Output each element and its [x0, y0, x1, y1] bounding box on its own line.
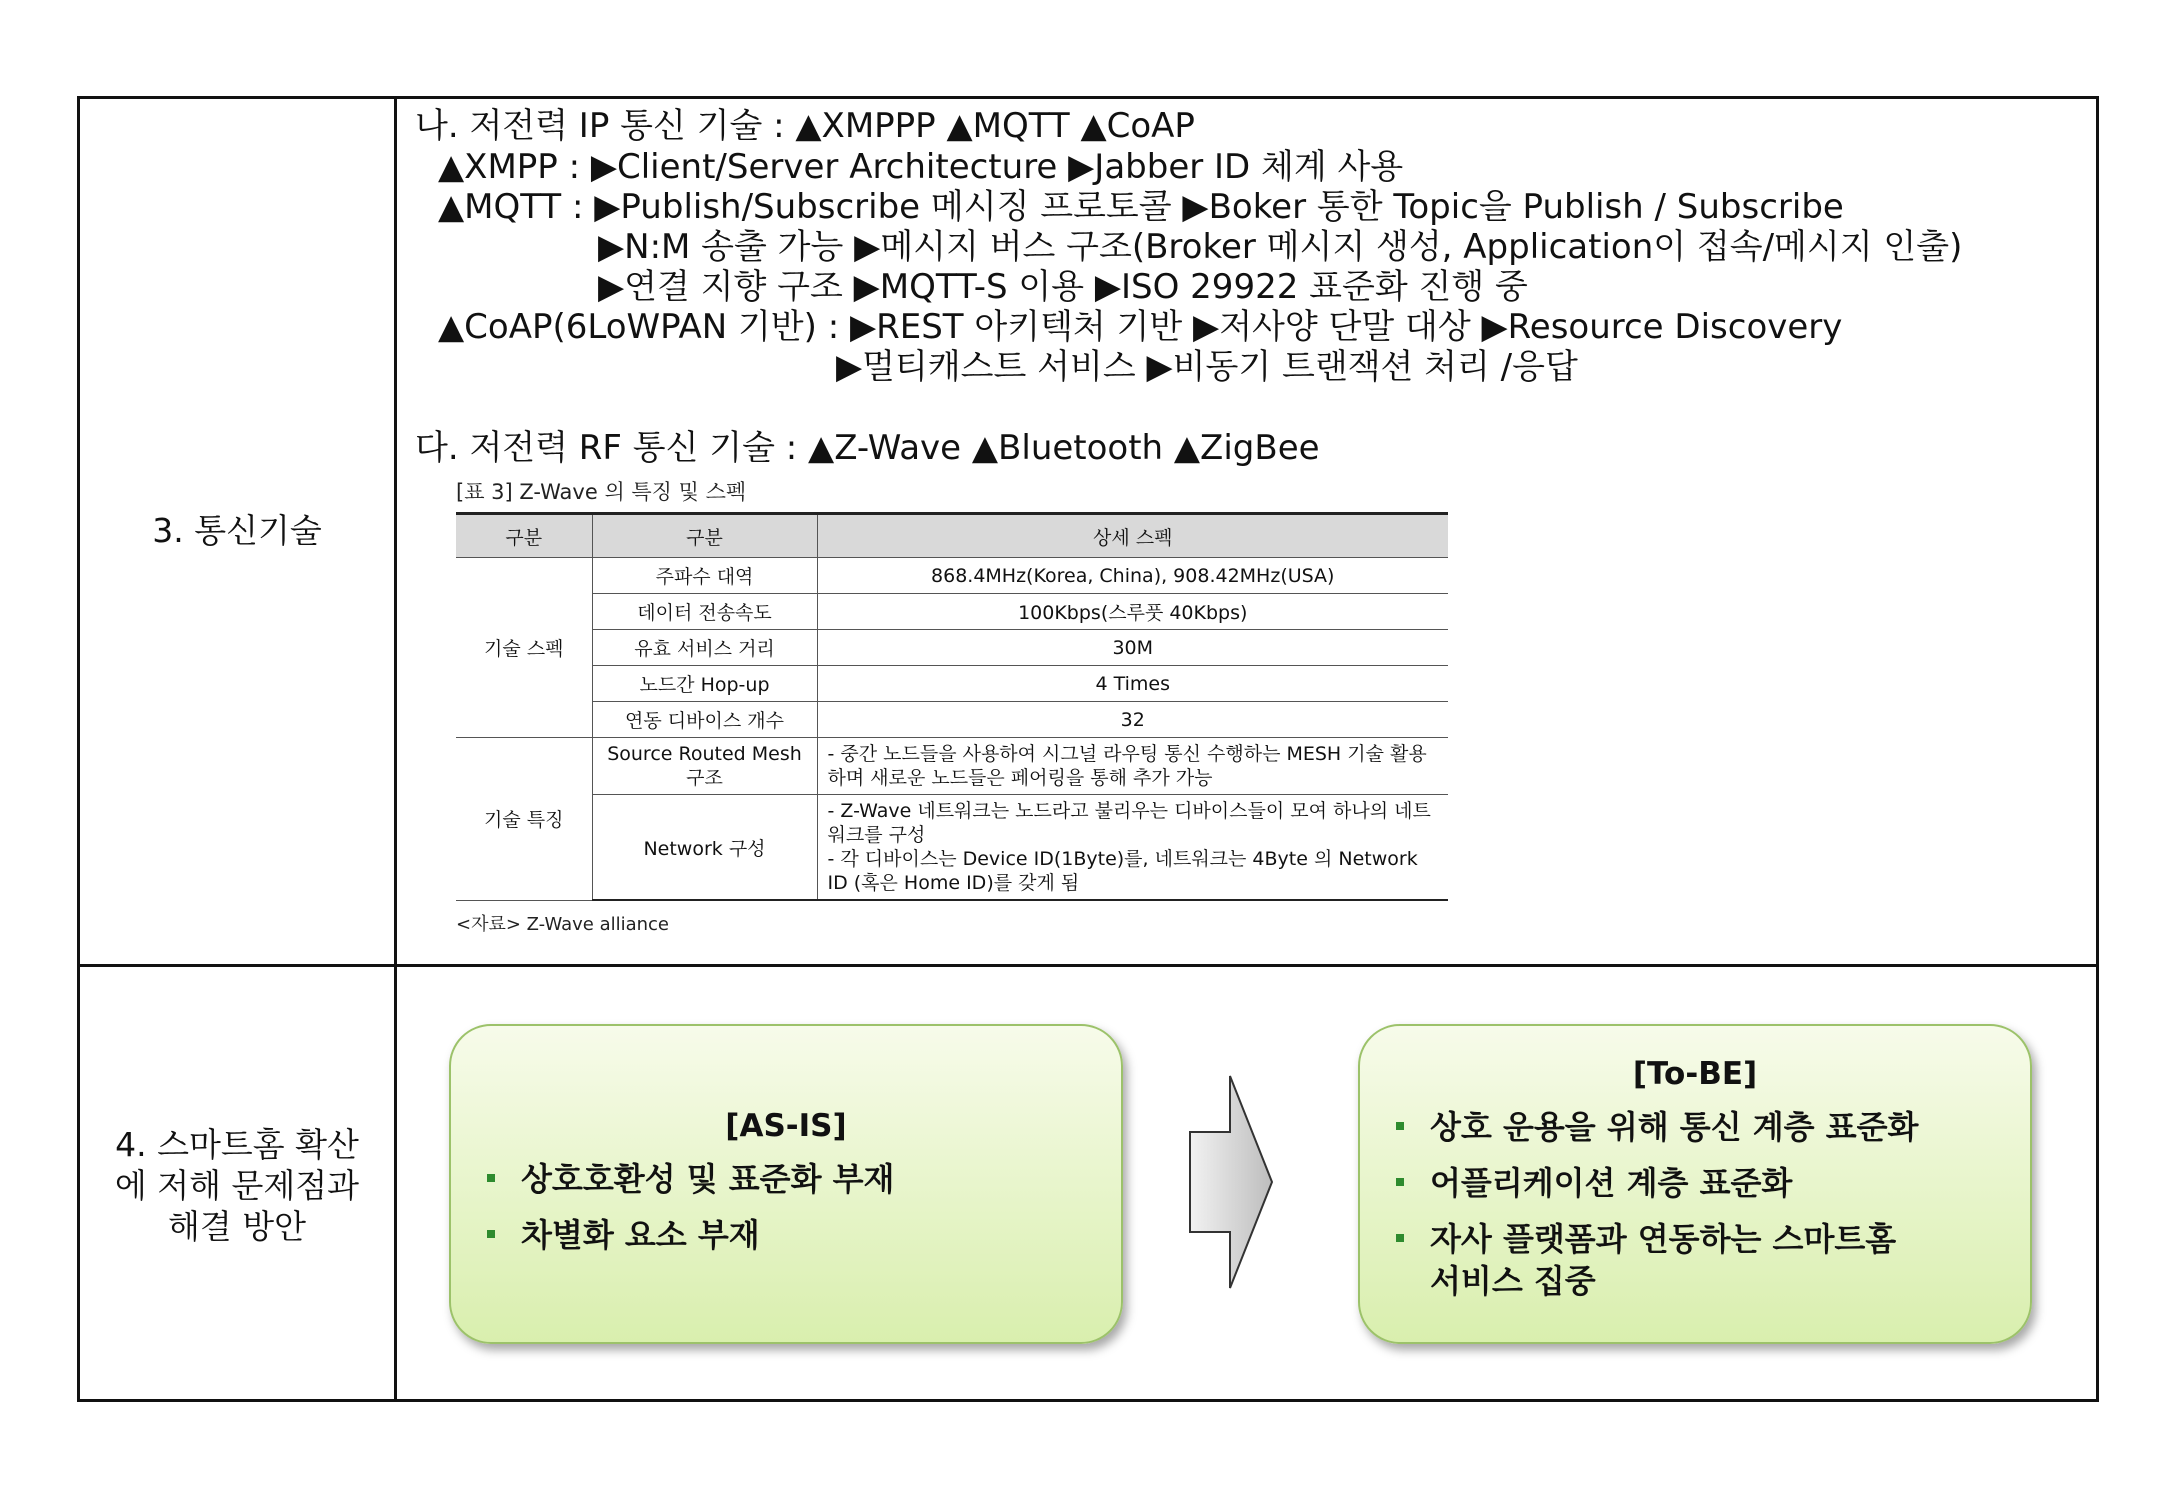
- row3-label: 3. 통신기술: [152, 511, 322, 550]
- table-row: [456, 594, 1448, 630]
- xmpp-line: ▲XMPP : ▶Client/Server Architecture ▶Jabber ID 체계 사용: [438, 147, 1404, 187]
- spec-name: 데이터 전송속도: [592, 594, 817, 630]
- header-cell: 구분: [456, 514, 592, 558]
- feature-name: Network 구성: [592, 795, 817, 901]
- column-divider: [394, 96, 397, 1402]
- as-is-box: [449, 1024, 1123, 1344]
- spec-value: 32: [817, 702, 1448, 738]
- row-divider: [77, 964, 2099, 967]
- as-is-item: 상호호환성 및 표준화 부재: [487, 1158, 894, 1200]
- mqtt-line-3: ▶연결 지향 구조 ▶MQTT-S 이용 ▶ISO 29922 표준화 진행 중: [598, 267, 1528, 307]
- table-caption: [표 3] Z-Wave 의 특징 및 스펙: [456, 480, 747, 504]
- row4-label: [80, 1124, 394, 1247]
- table-row: [456, 558, 1448, 594]
- group-cell-spec: 기술 스펙: [456, 558, 592, 738]
- to-be-item: 상호 운용을 위해 통신 계층 표준화: [1396, 1106, 1918, 1148]
- square-bullet-icon: [1396, 1178, 1404, 1186]
- table-row: [456, 630, 1448, 666]
- feature-name: Source Routed Mesh 구조: [592, 738, 817, 795]
- ip-tech-heading: 나. 저전력 IP 통신 기술 : ▲XMPPP ▲MQTT ▲CoAP: [415, 106, 1195, 146]
- table-row: [456, 666, 1448, 702]
- spec-name: 유효 서비스 거리: [592, 630, 817, 666]
- table-header-row: [456, 514, 1448, 558]
- to-be-box: [1358, 1024, 2032, 1344]
- as-is-item: 차별화 요소 부재: [487, 1214, 760, 1256]
- table-source: <자료> Z-Wave alliance: [456, 914, 670, 935]
- square-bullet-icon: [487, 1230, 495, 1238]
- square-bullet-icon: [1396, 1234, 1404, 1242]
- table-row: [456, 795, 1448, 901]
- square-bullet-icon: [1396, 1122, 1404, 1130]
- rf-tech-heading: 다. 저전력 RF 통신 기술 : ▲Z-Wave ▲Bluetooth ▲ZigBee: [415, 428, 1320, 468]
- spec-value: 4 Times: [817, 666, 1448, 702]
- feature-desc-line: - Z-Wave 네트워크는 노드라고 불리우는 디바이스들이 모여 하나의 네트워크를 구성: [827, 800, 1431, 846]
- spec-value: 100Kbps(스루풋 40Kbps): [817, 594, 1448, 630]
- coap-line-2: ▶멀티캐스트 서비스 ▶비동기 트랜잭션 처리 /응답: [836, 347, 1578, 387]
- to-be-item: 자사 플랫폼과 연동하는 스마트홈: [1396, 1218, 1896, 1260]
- as-is-title: [AS-IS]: [725, 1108, 847, 1144]
- spec-name: 주파수 대역: [592, 558, 817, 594]
- to-be-item-continued: 서비스 집중: [1430, 1262, 1596, 1300]
- row4-label-line: 에 저해 문제점과: [114, 1166, 360, 1205]
- group-cell-feature: 기술 특징: [456, 738, 592, 901]
- table-row: [456, 738, 1448, 795]
- header-cell: 구분: [592, 514, 817, 558]
- to-be-item: 어플리케이션 계층 표준화: [1396, 1162, 1792, 1204]
- feature-desc-line: - 각 디바이스는 Device ID(1Byte)를, 네트워크는 4Byte 의 Network ID (혹은 Home ID)를 갖게 됨: [827, 848, 1418, 894]
- row4-label-line: 4. 스마트홈 확산: [115, 1125, 359, 1164]
- feature-desc: [817, 795, 1448, 901]
- mqtt-line-1: ▲MQTT : ▶Publish/Subscribe 메시징 프로토콜 ▶Boker 통한 Topic을 Publish / Subscribe: [438, 187, 1844, 227]
- coap-line-1: ▲CoAP(6LoWPAN 기반) : ▶REST 아키텍처 기반 ▶저사양 단말 대상 ▶Resource Discovery: [438, 307, 1843, 347]
- spec-value: 868.4MHz(Korea, China), 908.42MHz(USA): [817, 558, 1448, 594]
- spec-value: 30M: [817, 630, 1448, 666]
- square-bullet-icon: [487, 1174, 495, 1182]
- right-arrow-icon: [1188, 1072, 1274, 1292]
- header-cell: 상세 스펙: [817, 514, 1448, 558]
- table-row: [456, 702, 1448, 738]
- spec-name: 노드간 Hop-up: [592, 666, 817, 702]
- row4-label-line: 해결 방안: [167, 1207, 306, 1246]
- mqtt-line-2: ▶N:M 송출 가능 ▶메시지 버스 구조(Broker 메시지 생성, Application이 접속/메시지 인출): [598, 227, 1963, 267]
- zwave-spec-table: [456, 512, 1448, 901]
- spec-name: 연동 디바이스 개수: [592, 702, 817, 738]
- to-be-title: [To-BE]: [1632, 1056, 1758, 1092]
- feature-desc: - 중간 노드들을 사용하여 시그널 라우팅 통신 수행하는 MESH 기술 활용하며 새로운 노드들은 페어링을 통해 추가 가능: [817, 738, 1448, 795]
